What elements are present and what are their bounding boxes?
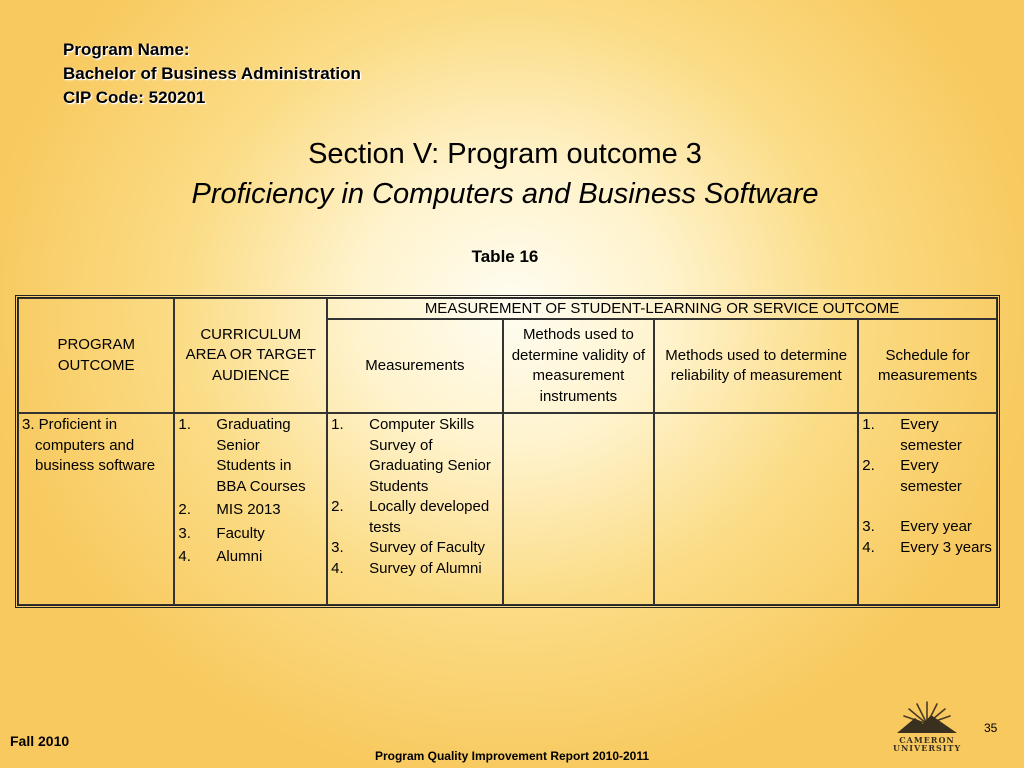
cell-validity (503, 413, 655, 605)
header-measurements: Measurements (327, 319, 503, 413)
outcome-table (15, 295, 1000, 608)
list-item: 4. Survey of Alumni (331, 559, 482, 577)
list-item: 3. Faculty (178, 524, 265, 542)
program-header (63, 38, 361, 110)
header-validity: Methods used to determine validity of measurement instruments (503, 319, 655, 413)
measurements-list (331, 415, 499, 579)
cell-schedule (858, 413, 997, 605)
list-item: 2. MIS 2013 (178, 501, 281, 518)
sunburst-icon (893, 700, 961, 736)
cameron-university-logo (893, 700, 961, 752)
schedule-list (862, 415, 993, 558)
list-item: 1. Computer Skills Survey of Graduating Senior Students (331, 416, 491, 495)
page-number: 35 (984, 721, 998, 735)
program-name-label: Program Name: (63, 40, 190, 59)
footer-term: Fall 2010 (10, 733, 70, 749)
section-subtitle: Proficiency in Computers and Business Software (191, 178, 819, 210)
logo-line-2: UNIVERSITY (893, 743, 962, 753)
cell-reliability (654, 413, 858, 605)
list-item: 4. Every 3 years (862, 538, 992, 556)
cip-code: CIP Code: 520201 (63, 88, 206, 107)
cell-outcome (18, 413, 174, 605)
curriculum-list (178, 415, 323, 568)
table-row (18, 413, 997, 605)
outcome-text: 3. Proficient in computers and business software (22, 416, 156, 474)
list-item: 3. Every year (862, 518, 972, 535)
section-title: Section V: Program outcome 3 (308, 138, 702, 170)
table-header-row (18, 298, 997, 319)
header-program-outcome: PROGRAM OUTCOME (18, 298, 174, 413)
list-item: 3. Survey of Faculty (331, 539, 486, 556)
header-schedule: Schedule for measurements (858, 319, 997, 413)
list-item: 2. Locally developed tests (331, 498, 490, 536)
program-name-value: Bachelor of Business Administration (63, 64, 361, 83)
cell-measurements (327, 413, 503, 605)
list-item: 1. Every semester (862, 416, 962, 454)
header-measurement-group: MEASUREMENT OF STUDENT-LEARNING OR SERVICE OUTCOME (327, 298, 997, 319)
list-item: 1. Graduating Senior Students in BBA Courses (178, 416, 306, 495)
header-curriculum: CURRICULUM AREA OR TARGET AUDIENCE (174, 298, 327, 413)
list-item: 4. Alumni (178, 548, 263, 565)
footer-report-title: Program Quality Improvement Report 2010-2011 (374, 749, 650, 763)
list-item: 2. Every semester (862, 457, 962, 495)
cell-curriculum (174, 413, 327, 605)
header-reliability: Methods used to determine reliability of measurement (654, 319, 858, 413)
table-caption: Table 16 (471, 247, 539, 266)
logo-line-1: CAMERON (899, 735, 955, 745)
